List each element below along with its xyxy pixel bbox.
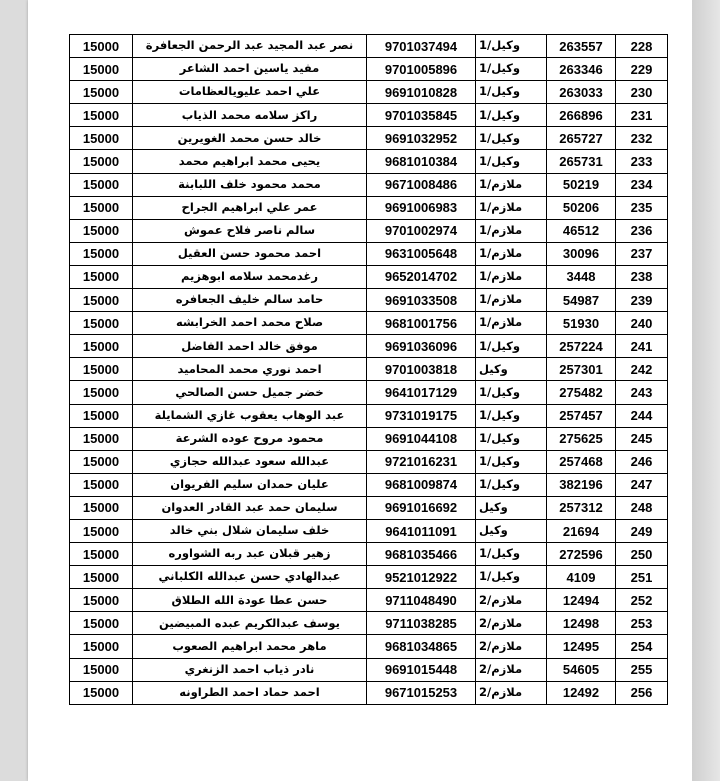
name-cell: رغدمحمد سلامه ابوهزيم [133, 265, 367, 288]
amount-cell: 15000 [70, 612, 133, 635]
national-id-cell: 9691033508 [367, 289, 476, 312]
sequence-number-cell: 238 [616, 265, 668, 288]
military-number-cell: 30096 [547, 242, 616, 265]
rank-cell: وكيل [476, 519, 547, 542]
sequence-number-cell: 249 [616, 519, 668, 542]
national-id-cell: 9641011091 [367, 519, 476, 542]
national-id-cell: 9721016231 [367, 450, 476, 473]
name-cell: عبدالله سعود عبدالله حجازي [133, 450, 367, 473]
national-id-cell: 9691015448 [367, 658, 476, 681]
amount-cell: 15000 [70, 58, 133, 81]
sequence-number-cell: 234 [616, 173, 668, 196]
table-row [70, 566, 668, 589]
amount-cell: 15000 [70, 81, 133, 104]
rank-cell: وكيل/1 [476, 473, 547, 496]
national-id-cell: 9691016692 [367, 496, 476, 519]
table-row [70, 519, 668, 542]
sequence-number-cell: 254 [616, 635, 668, 658]
name-cell: خضر جميل حسن الصالحي [133, 381, 367, 404]
name-cell: محمد محمود خلف اللبابنة [133, 173, 367, 196]
military-number-cell: 4109 [547, 566, 616, 589]
rank-cell: وكيل/1 [476, 381, 547, 404]
sequence-number-cell: 256 [616, 681, 668, 704]
name-cell: احمد حماد احمد الطراونه [133, 681, 367, 704]
rank-cell: وكيل/1 [476, 566, 547, 589]
military-number-cell: 272596 [547, 543, 616, 566]
name-cell: راكز سلامه محمد الذياب [133, 104, 367, 127]
military-number-cell: 12495 [547, 635, 616, 658]
national-id-cell: 9652014702 [367, 265, 476, 288]
rank-cell: ملازم/2 [476, 589, 547, 612]
rank-cell: ملازم/1 [476, 196, 547, 219]
national-id-cell: 9701002974 [367, 219, 476, 242]
table-row [70, 358, 668, 381]
sequence-number-cell: 236 [616, 219, 668, 242]
national-id-cell: 9711038285 [367, 612, 476, 635]
name-cell: احمد نوري محمد المحاميد [133, 358, 367, 381]
table-row [70, 450, 668, 473]
rank-cell: ملازم/2 [476, 612, 547, 635]
table-row [70, 381, 668, 404]
amount-cell: 15000 [70, 566, 133, 589]
table-row [70, 196, 668, 219]
national-id-cell: 9691036096 [367, 335, 476, 358]
amount-cell: 15000 [70, 589, 133, 612]
name-cell: عبدالهادي حسن عبدالله الكلباني [133, 566, 367, 589]
table-row [70, 265, 668, 288]
amount-cell: 15000 [70, 635, 133, 658]
table-row [70, 658, 668, 681]
national-id-cell: 9691010828 [367, 81, 476, 104]
rank-cell: ملازم/1 [476, 219, 547, 242]
sequence-number-cell: 243 [616, 381, 668, 404]
military-number-cell: 382196 [547, 473, 616, 496]
national-id-cell: 9701035845 [367, 104, 476, 127]
table-row [70, 104, 668, 127]
military-number-cell: 263557 [547, 35, 616, 58]
table-row [70, 289, 668, 312]
sequence-number-cell: 240 [616, 312, 668, 335]
rank-cell: وكيل/1 [476, 150, 547, 173]
national-id-cell: 9671008486 [367, 173, 476, 196]
name-cell: عمر علي ابراهيم الجراح [133, 196, 367, 219]
page-edge-shadow [692, 0, 720, 781]
table-row [70, 219, 668, 242]
rank-cell: ملازم/2 [476, 658, 547, 681]
amount-cell: 15000 [70, 150, 133, 173]
sequence-number-cell: 244 [616, 404, 668, 427]
amount-cell: 15000 [70, 450, 133, 473]
rank-cell: وكيل/1 [476, 58, 547, 81]
national-id-cell: 9681001756 [367, 312, 476, 335]
amount-cell: 15000 [70, 35, 133, 58]
sequence-number-cell: 228 [616, 35, 668, 58]
table-row [70, 404, 668, 427]
military-number-cell: 257457 [547, 404, 616, 427]
sequence-number-cell: 241 [616, 335, 668, 358]
name-cell: علي احمد عليويالعظامات [133, 81, 367, 104]
sequence-number-cell: 229 [616, 58, 668, 81]
sequence-number-cell: 233 [616, 150, 668, 173]
table-row [70, 150, 668, 173]
military-number-cell: 21694 [547, 519, 616, 542]
national-id-cell: 9701037494 [367, 35, 476, 58]
name-cell: عليان حمدان سليم الفريوان [133, 473, 367, 496]
rank-cell: وكيل [476, 496, 547, 519]
military-number-cell: 263346 [547, 58, 616, 81]
rank-cell: ملازم/2 [476, 635, 547, 658]
military-number-cell: 46512 [547, 219, 616, 242]
sequence-number-cell: 242 [616, 358, 668, 381]
table-row [70, 127, 668, 150]
national-id-cell: 9701005896 [367, 58, 476, 81]
name-cell: احمد محمود حسن العقيل [133, 242, 367, 265]
military-number-cell: 266896 [547, 104, 616, 127]
sequence-number-cell: 255 [616, 658, 668, 681]
military-number-cell: 257312 [547, 496, 616, 519]
amount-cell: 15000 [70, 265, 133, 288]
table-row [70, 589, 668, 612]
name-cell: يحيى محمد ابراهيم محمد [133, 150, 367, 173]
rank-cell: ملازم/1 [476, 265, 547, 288]
amount-cell: 15000 [70, 496, 133, 519]
table-row [70, 473, 668, 496]
payment-table [69, 34, 668, 705]
name-cell: يوسف عبدالكريم عبده المبيضين [133, 612, 367, 635]
military-number-cell: 257224 [547, 335, 616, 358]
amount-cell: 15000 [70, 681, 133, 704]
amount-cell: 15000 [70, 289, 133, 312]
military-number-cell: 275482 [547, 381, 616, 404]
sequence-number-cell: 245 [616, 427, 668, 450]
national-id-cell: 9691044108 [367, 427, 476, 450]
sequence-number-cell: 237 [616, 242, 668, 265]
rank-cell: وكيل/1 [476, 543, 547, 566]
national-id-cell: 9641017129 [367, 381, 476, 404]
sequence-number-cell: 239 [616, 289, 668, 312]
name-cell: صلاح محمد احمد الخرابشه [133, 312, 367, 335]
rank-cell: وكيل/1 [476, 35, 547, 58]
rank-cell: ملازم/1 [476, 173, 547, 196]
rank-cell: ملازم/1 [476, 289, 547, 312]
rank-cell: وكيل [476, 358, 547, 381]
national-id-cell: 9691006983 [367, 196, 476, 219]
name-cell: حسن عطا عودة الله الطلاق [133, 589, 367, 612]
military-number-cell: 54605 [547, 658, 616, 681]
sequence-number-cell: 248 [616, 496, 668, 519]
table-row [70, 543, 668, 566]
name-cell: محمود مروح عوده الشرعة [133, 427, 367, 450]
sequence-number-cell: 250 [616, 543, 668, 566]
table-row [70, 312, 668, 335]
military-number-cell: 3448 [547, 265, 616, 288]
military-number-cell: 265731 [547, 150, 616, 173]
name-cell: موفق خالد احمد الفاضل [133, 335, 367, 358]
name-cell: نادر ذياب احمد الزنغري [133, 658, 367, 681]
table-row [70, 173, 668, 196]
sequence-number-cell: 252 [616, 589, 668, 612]
rank-cell: وكيل/1 [476, 427, 547, 450]
name-cell: حامد سالم خليف الجعافره [133, 289, 367, 312]
amount-cell: 15000 [70, 104, 133, 127]
table-row [70, 635, 668, 658]
national-id-cell: 9681035466 [367, 543, 476, 566]
national-id-cell: 9631005648 [367, 242, 476, 265]
military-number-cell: 257468 [547, 450, 616, 473]
sequence-number-cell: 251 [616, 566, 668, 589]
national-id-cell: 9671015253 [367, 681, 476, 704]
sequence-number-cell: 246 [616, 450, 668, 473]
name-cell: خالد حسن محمد الغويرين [133, 127, 367, 150]
amount-cell: 15000 [70, 173, 133, 196]
rank-cell: وكيل/1 [476, 104, 547, 127]
military-number-cell: 12498 [547, 612, 616, 635]
national-id-cell: 9681034865 [367, 635, 476, 658]
name-cell: نصر عبد المجيد عبد الرحمن الجعافرة [133, 35, 367, 58]
military-number-cell: 50206 [547, 196, 616, 219]
name-cell: سالم ناصر فلاح عموش [133, 219, 367, 242]
table-row [70, 427, 668, 450]
rank-cell: ملازم/1 [476, 312, 547, 335]
table-row [70, 35, 668, 58]
table-row [70, 612, 668, 635]
sequence-number-cell: 231 [616, 104, 668, 127]
rank-cell: وكيل/1 [476, 335, 547, 358]
national-id-cell: 9701003818 [367, 358, 476, 381]
national-id-cell: 9731019175 [367, 404, 476, 427]
rank-cell: وكيل/1 [476, 81, 547, 104]
rank-cell: وكيل/1 [476, 450, 547, 473]
military-number-cell: 12494 [547, 589, 616, 612]
rank-cell: ملازم/1 [476, 242, 547, 265]
military-number-cell: 50219 [547, 173, 616, 196]
amount-cell: 15000 [70, 242, 133, 265]
name-cell: ماهر محمد ابراهيم الصعوب [133, 635, 367, 658]
military-number-cell: 12492 [547, 681, 616, 704]
amount-cell: 15000 [70, 196, 133, 219]
table-row [70, 242, 668, 265]
amount-cell: 15000 [70, 473, 133, 496]
amount-cell: 15000 [70, 127, 133, 150]
table-row [70, 496, 668, 519]
amount-cell: 15000 [70, 312, 133, 335]
military-number-cell: 51930 [547, 312, 616, 335]
sequence-number-cell: 230 [616, 81, 668, 104]
military-number-cell: 265727 [547, 127, 616, 150]
national-id-cell: 9681009874 [367, 473, 476, 496]
table-row [70, 335, 668, 358]
amount-cell: 15000 [70, 358, 133, 381]
amount-cell: 15000 [70, 219, 133, 242]
military-number-cell: 275625 [547, 427, 616, 450]
name-cell: سليمان حمد عبد القادر العدوان [133, 496, 367, 519]
military-number-cell: 54987 [547, 289, 616, 312]
table-row [70, 681, 668, 704]
amount-cell: 15000 [70, 427, 133, 450]
table-body [70, 35, 668, 705]
sequence-number-cell: 232 [616, 127, 668, 150]
sequence-number-cell: 247 [616, 473, 668, 496]
document-page [28, 0, 692, 781]
amount-cell: 15000 [70, 519, 133, 542]
national-id-cell: 9711048490 [367, 589, 476, 612]
national-id-cell: 9521012922 [367, 566, 476, 589]
name-cell: عبد الوهاب يعقوب غازي الشمايلة [133, 404, 367, 427]
amount-cell: 15000 [70, 381, 133, 404]
name-cell: مفيد ياسين احمد الشاعر [133, 58, 367, 81]
military-number-cell: 257301 [547, 358, 616, 381]
rank-cell: وكيل/1 [476, 404, 547, 427]
rank-cell: ملازم/2 [476, 681, 547, 704]
sequence-number-cell: 235 [616, 196, 668, 219]
amount-cell: 15000 [70, 404, 133, 427]
national-id-cell: 9691032952 [367, 127, 476, 150]
name-cell: زهير قبلان عبد ربه الشواوره [133, 543, 367, 566]
military-number-cell: 263033 [547, 81, 616, 104]
amount-cell: 15000 [70, 335, 133, 358]
sequence-number-cell: 253 [616, 612, 668, 635]
name-cell: خلف سليمان شلال بني خالد [133, 519, 367, 542]
table-row [70, 58, 668, 81]
amount-cell: 15000 [70, 658, 133, 681]
amount-cell: 15000 [70, 543, 133, 566]
table-row [70, 81, 668, 104]
rank-cell: وكيل/1 [476, 127, 547, 150]
national-id-cell: 9681010384 [367, 150, 476, 173]
